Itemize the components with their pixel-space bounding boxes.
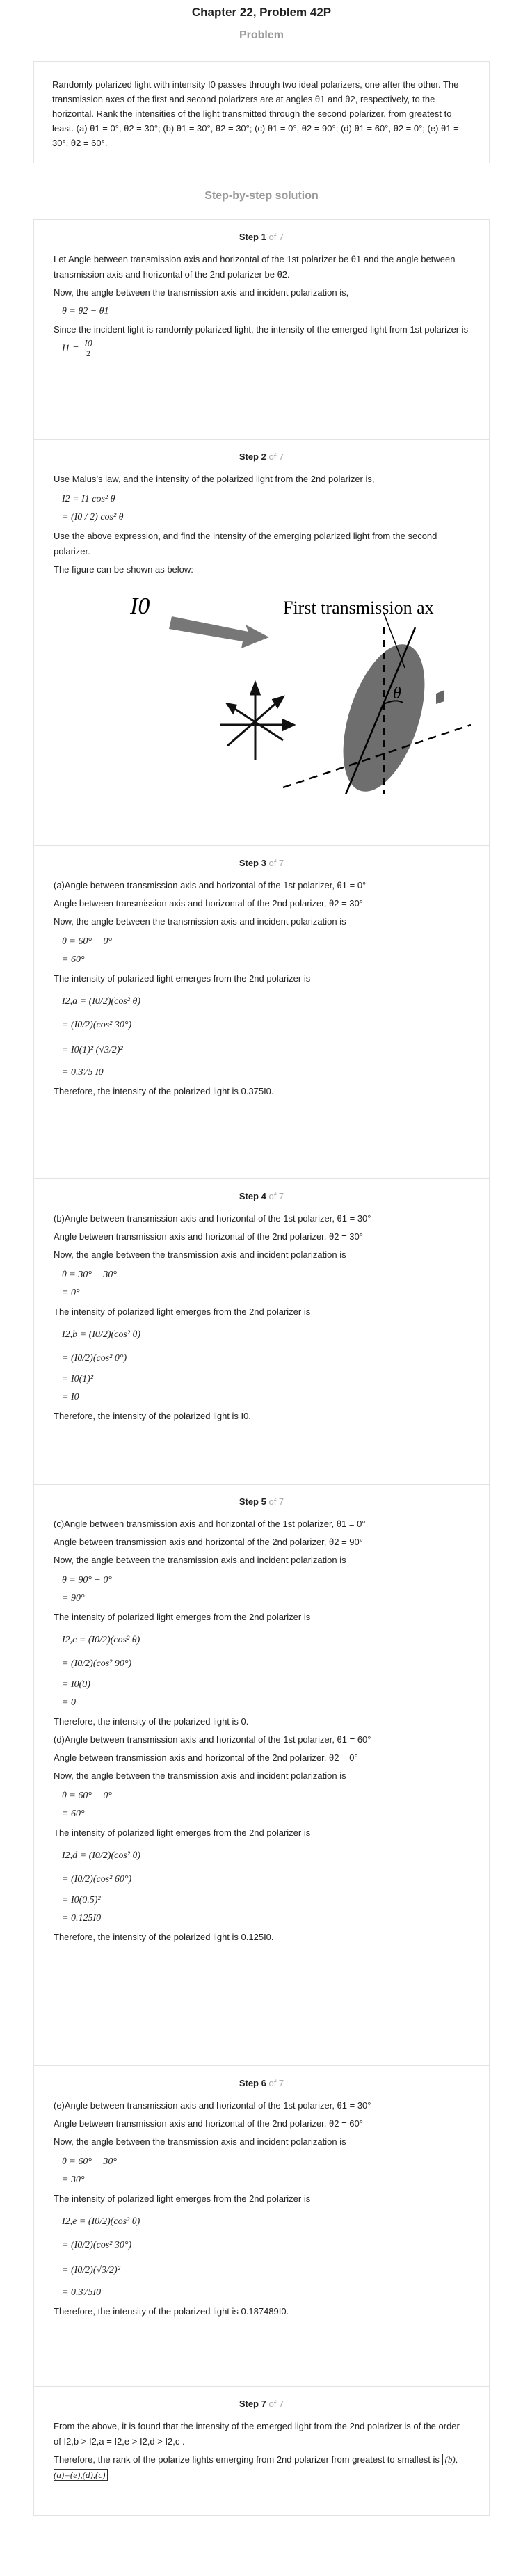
step-text: The intensity of polarized light emerges from the 2nd polarizer is bbox=[54, 2193, 311, 2204]
step-text: Therefore, the intensity of the polarized light is 0.187489I0. bbox=[54, 2306, 289, 2317]
step-text: (c)Angle between transmission axis and horizontal of the 1st polarizer, θ1 = 0° bbox=[54, 1519, 366, 1529]
polarizer-figure bbox=[54, 586, 471, 794]
step-header: Step 5 of 7 bbox=[239, 1496, 284, 1507]
equation: θ = 30° − 30° = 0° bbox=[62, 1269, 117, 1298]
step-text: The intensity of polarized light emerges from the 2nd polarizer is bbox=[54, 1827, 311, 1838]
equation: θ = 60° − 30° = 30° bbox=[62, 2156, 117, 2185]
step-text: Angle between transmission axis and horizontal of the 2nd polarizer, θ2 = 0° bbox=[54, 1752, 358, 1763]
step-text: Now, the angle between the transmission axis and incident polarization is bbox=[54, 916, 346, 927]
equation: I2,c = (I0/2)(cos² θ) = (I0/2)(cos² 90°) = I0(0) = 0 bbox=[62, 1634, 140, 1708]
polarization-star bbox=[220, 683, 293, 760]
problem-label: Problem bbox=[239, 29, 284, 41]
second-polarizer-edge bbox=[436, 690, 444, 704]
equation: θ = θ2 − θ1 bbox=[62, 306, 109, 317]
problem-text: Randomly polarized light with intensity I0 passes through two ideal polarizers, one after the other. The transmission axes of the first and second polarizers are at angles θ1 and θ2, respectively, to the horizontal. Rank the intensities of the light transmitted through the second polarizer, from greatest to least. (a) θ1 = 0°, θ2 = 30°; (b) θ1 = 30°, θ2 = 30°; (c) θ1 = 0°, θ2 = 90°; (d) θ1 = 60°, θ2 = 0°; (e) θ1 = 30°, θ2 = 60°. bbox=[52, 79, 459, 148]
step-header: Step 2 of 7 bbox=[239, 451, 284, 462]
figure-i0-label: I0 bbox=[130, 593, 150, 619]
step-text: Use Malus’s law, and the intensity of the polarized light from the 2nd polarizer is, bbox=[54, 474, 375, 484]
step-text: (e)Angle between transmission axis and horizontal of the 1st polarizer, θ1 = 30° bbox=[54, 2100, 371, 2111]
step-text: (b)Angle between transmission axis and horizontal of the 1st polarizer, θ1 = 30° bbox=[54, 1213, 371, 1224]
step-text: Therefore, the intensity of the polarized light is 0.375I0. bbox=[54, 1086, 274, 1096]
solution-label: Step-by-step solution bbox=[204, 190, 319, 202]
step-header: Step 3 of 7 bbox=[239, 858, 284, 868]
equation: I1 = $\frac{I0}{2}$ bbox=[62, 339, 92, 358]
step-text: Angle between transmission axis and horizontal of the 2nd polarizer, θ2 = 30° bbox=[54, 898, 363, 909]
step-text: Therefore, the intensity of the polarized light is I0. bbox=[54, 1411, 251, 1421]
problem-card bbox=[33, 61, 490, 163]
equation: I2 = I1 cos² θ = (I0 / 2) cos² θ bbox=[62, 493, 124, 522]
step-text: Let Angle between transmission axis and horizontal of the 1st polarizer be θ1 and the angle between transmission axis and horizontal of the 2nd polarizer be θ2. bbox=[54, 254, 456, 280]
step-text: Now, the angle between the transmission axis and incident polarization is bbox=[54, 2136, 346, 2147]
step-text: (d)Angle between transmission axis and horizontal of the 1st polarizer, θ1 = 60° bbox=[54, 1734, 371, 1745]
step-header: Step 6 of 7 bbox=[239, 2078, 284, 2088]
step-text: Now, the angle between the transmission axis and incident polarization is bbox=[54, 1770, 346, 1781]
step-text: Therefore, the rank of the polarize lights emerging from 2nd polarizer from greatest to smallest is (b),(a)=(e),(d),(c) bbox=[54, 2454, 458, 2480]
figure-axis-label: First transmission ax bbox=[283, 598, 434, 618]
step-text: Now, the angle between the transmission axis and incident polarization is bbox=[54, 1555, 346, 1565]
step-text: The intensity of polarized light emerges from the 2nd polarizer is bbox=[54, 1306, 311, 1317]
equation: θ = 90° − 0° = 90° bbox=[62, 1574, 112, 1603]
equation: I2,a = (I0/2)(cos² θ) = (I0/2)(cos² 30°) = I0(1)² (√3/2)² = 0.375 I0 bbox=[62, 995, 141, 1078]
step-7 bbox=[34, 2386, 489, 2515]
step-text: Therefore, the intensity of the polarized light is 0. bbox=[54, 1716, 249, 1727]
equation: I2,b = (I0/2)(cos² θ) = (I0/2)(cos² 0°) = I0(1)² = I0 bbox=[62, 1329, 141, 1402]
step-header: Step 4 of 7 bbox=[239, 1191, 284, 1201]
step-text: Now, the angle between the transmission axis and incident polarization is, bbox=[54, 287, 349, 298]
step-6 bbox=[34, 2065, 489, 2386]
step-text: Use the above expression, and find the intensity of the emerging polarized light from the second polarizer. bbox=[54, 531, 437, 557]
equation: I2,d = (I0/2)(cos² θ) = (I0/2)(cos² 60°) = I0(0.5)² = 0.125I0 bbox=[62, 1850, 141, 1923]
step-text: The figure can be shown as below: bbox=[54, 564, 193, 575]
equation: θ = 60° − 0° = 60° bbox=[62, 936, 112, 965]
theta-label: θ bbox=[393, 685, 401, 703]
page-title: Chapter 22, Problem 42P bbox=[191, 6, 332, 19]
step-text: Angle between transmission axis and horizontal of the 2nd polarizer, θ2 = 60° bbox=[54, 2118, 363, 2129]
equation: I2,e = (I0/2)(cos² θ) = (I0/2)(cos² 30°) = (I0/2)(√3/2)² = 0.375I0 bbox=[62, 2216, 140, 2298]
step-1 bbox=[34, 220, 489, 439]
step-text: (a)Angle between transmission axis and horizontal of the 1st polarizer, θ1 = 0° bbox=[54, 880, 367, 890]
step-text: Therefore, the intensity of the polarized light is 0.125I0. bbox=[54, 1932, 274, 1942]
step-text: From the above, it is found that the intensity of the emerged light from the 2nd polarizer is of the order of I2,b > I2,a = I2,e > I2,d > I2,c . bbox=[54, 2421, 460, 2447]
step-text: Since the incident light is randomly polarized light, the intensity of the emerged light from 1st polarizer is bbox=[54, 324, 469, 335]
incident-arrow bbox=[169, 616, 269, 648]
step-text: The intensity of polarized light emerges from the 2nd polarizer is bbox=[54, 973, 311, 984]
equation: θ = 60° − 0° = 60° bbox=[62, 1790, 112, 1819]
step-text: Angle between transmission axis and horizontal of the 2nd polarizer, θ2 = 90° bbox=[54, 1537, 363, 1547]
step-5 bbox=[34, 1484, 489, 2065]
step-3 bbox=[34, 845, 489, 1178]
step-text: The intensity of polarized light emerges from the 2nd polarizer is bbox=[54, 1612, 311, 1622]
step-4 bbox=[34, 1178, 489, 1484]
solution-card bbox=[33, 219, 490, 2516]
step-text: Angle between transmission axis and horizontal of the 2nd polarizer, θ2 = 30° bbox=[54, 1231, 363, 1242]
step-2 bbox=[34, 439, 489, 845]
step-header: Step 1 of 7 bbox=[239, 232, 284, 242]
step-header: Step 7 of 7 bbox=[239, 2399, 284, 2409]
step-text: Now, the angle between the transmission axis and incident polarization is bbox=[54, 1249, 346, 1260]
final-answer: (b),(a)=(e),(d),(c) bbox=[54, 2454, 458, 2480]
